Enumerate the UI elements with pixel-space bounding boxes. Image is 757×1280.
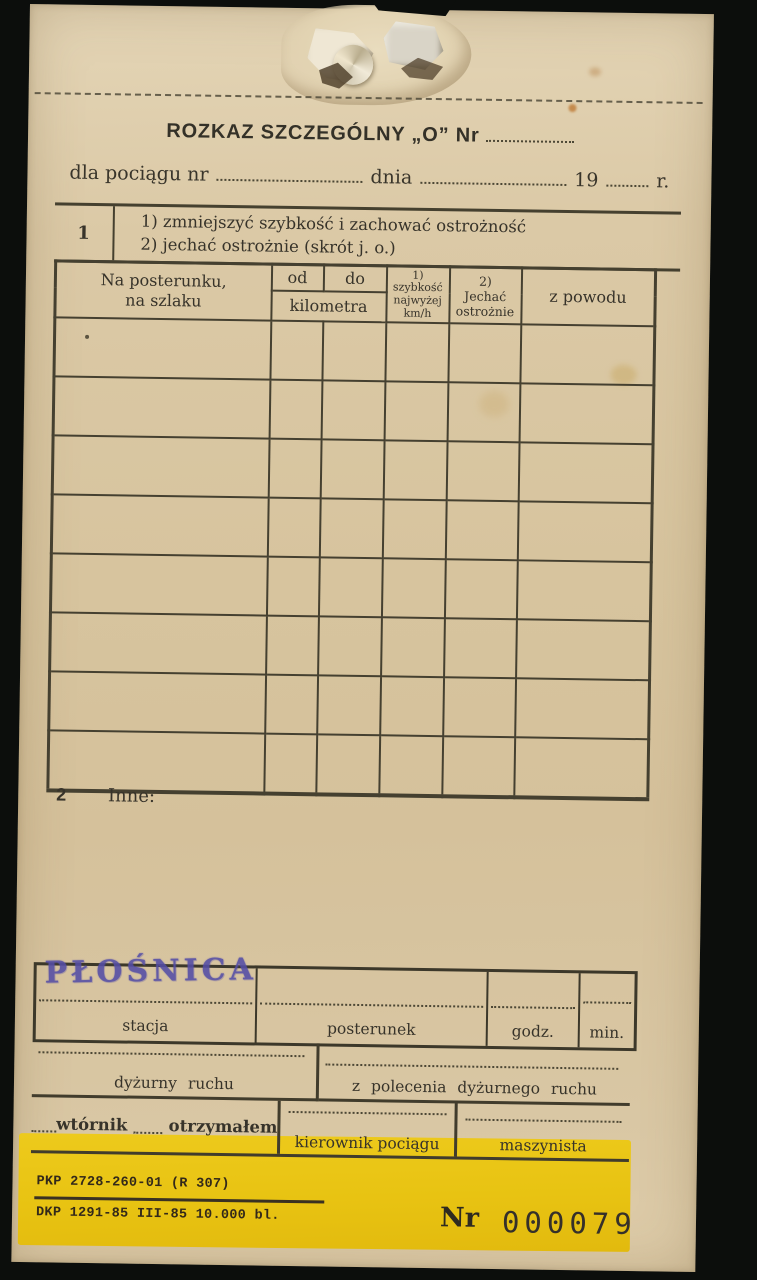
table-cell-empty bbox=[383, 440, 447, 500]
table-cell-empty bbox=[264, 734, 317, 795]
table-cell-empty bbox=[267, 498, 320, 558]
year-prefix: 19 bbox=[574, 169, 599, 192]
table-cell-empty bbox=[381, 558, 445, 618]
table-row bbox=[49, 671, 650, 739]
paper-stain bbox=[589, 67, 601, 76]
table-cell-empty bbox=[52, 435, 269, 497]
minute-label: min. bbox=[589, 1023, 625, 1042]
hour-fill-in bbox=[491, 1006, 575, 1009]
duplicate-label: wtórnik bbox=[56, 1114, 128, 1135]
table-cell-empty bbox=[319, 498, 383, 558]
year-fill-in bbox=[606, 169, 648, 188]
table-cell-empty bbox=[519, 383, 654, 444]
received-label: otrzymałem bbox=[168, 1116, 278, 1137]
header-reason: z powodu bbox=[521, 268, 656, 326]
train-number-label: dla pociągu nr bbox=[69, 161, 209, 186]
conductor-label: kierownik pociągu bbox=[294, 1133, 440, 1154]
torn-paper-hole bbox=[281, 4, 472, 107]
table-row bbox=[53, 376, 654, 444]
form-title bbox=[28, 116, 712, 151]
station-stamp: PŁOŚNICA bbox=[44, 952, 258, 991]
crew-signature-row bbox=[31, 1097, 630, 1162]
post-label: posterunek bbox=[326, 1019, 416, 1039]
section-1-number: 1 bbox=[77, 222, 91, 244]
table-cell-empty bbox=[268, 439, 321, 499]
header-drive-carefully: 2) Jechać ostrożnie bbox=[449, 267, 522, 325]
table-cell-empty bbox=[517, 501, 652, 562]
date-label: dnia bbox=[370, 166, 413, 189]
dispatcher-label: dyżurny ruchu bbox=[113, 1073, 235, 1094]
order-table-body bbox=[48, 317, 655, 799]
dispatcher-cell bbox=[32, 1039, 320, 1101]
header-location: Na posterunku, na szlaku bbox=[55, 261, 272, 321]
table-cell-empty bbox=[320, 439, 384, 499]
on-behalf-fill-in bbox=[325, 1063, 618, 1069]
table-cell-empty bbox=[380, 676, 444, 736]
section-2-label: Inne: bbox=[107, 785, 156, 807]
table-cell-empty bbox=[49, 671, 266, 733]
table-cell-empty bbox=[515, 678, 650, 739]
section-1-text bbox=[112, 206, 681, 268]
dispatcher-fill-in bbox=[38, 1051, 304, 1057]
section-1-line-1: 1) zmniejszyć szybkość i zachować ostrożność bbox=[140, 211, 527, 237]
form-code-line-1: PKP 2728-260-01 (R 307) bbox=[36, 1174, 230, 1193]
year-suffix: r. bbox=[656, 170, 670, 193]
table-cell-empty bbox=[318, 557, 382, 617]
table-cell-empty bbox=[50, 553, 267, 615]
driver-label: maszynista bbox=[499, 1136, 587, 1156]
table-cell-empty bbox=[444, 618, 517, 678]
header-max-speed: 1) szybkość najwyżej km/h bbox=[386, 266, 450, 323]
table-cell-empty bbox=[51, 494, 268, 556]
table-cell-empty bbox=[384, 381, 448, 441]
table-cell-empty bbox=[53, 376, 270, 438]
minute-cell bbox=[578, 973, 635, 1048]
table-cell-empty bbox=[321, 380, 385, 440]
table-cell-empty bbox=[270, 321, 323, 381]
hour-cell bbox=[486, 972, 579, 1047]
duplicate-fill-in-2 bbox=[133, 1117, 162, 1133]
driver-fill-in bbox=[465, 1119, 621, 1123]
table-cell-empty bbox=[444, 559, 517, 619]
table-row bbox=[50, 553, 651, 621]
date-fill-in bbox=[420, 166, 566, 186]
table-cell-empty bbox=[265, 675, 318, 735]
table-cell-empty bbox=[54, 317, 271, 379]
header-to: do bbox=[323, 265, 386, 292]
table-row bbox=[52, 435, 653, 503]
on-behalf-cell bbox=[319, 1043, 631, 1106]
serial-number-value: 000079 bbox=[501, 1205, 637, 1242]
table-cell-empty bbox=[448, 323, 521, 383]
table-cell-empty bbox=[443, 677, 516, 737]
section-2-number: 2 bbox=[56, 784, 67, 805]
section-1-line-2: 2) jechać ostrożnie (skrót j. o.) bbox=[140, 234, 396, 258]
table-cell-empty bbox=[518, 442, 653, 503]
table-cell-empty bbox=[445, 500, 518, 560]
table-cell-empty bbox=[317, 675, 381, 735]
table-cell-empty bbox=[266, 557, 319, 617]
conductor-fill-in bbox=[289, 1111, 447, 1115]
table-cell-empty bbox=[379, 735, 443, 796]
table-cell-empty bbox=[50, 612, 267, 674]
table-cell-empty bbox=[520, 324, 655, 385]
post-fill-in bbox=[260, 1003, 483, 1008]
conductor-cell bbox=[277, 1101, 455, 1157]
station-label: stacja bbox=[122, 1016, 169, 1036]
table-cell-empty bbox=[381, 617, 445, 677]
section-2 bbox=[56, 784, 155, 806]
order-table bbox=[46, 259, 657, 801]
table-cell-empty bbox=[382, 499, 446, 559]
table-cell-empty bbox=[447, 382, 520, 442]
table-cell-empty bbox=[442, 736, 515, 797]
table-row bbox=[50, 612, 651, 680]
minute-fill-in bbox=[583, 1001, 631, 1004]
form-title-text: ROZKAZ SZCZEGÓLNY „O” Nr bbox=[166, 120, 480, 147]
header-from: od bbox=[271, 264, 323, 291]
table-cell-empty bbox=[318, 616, 382, 676]
table-cell-empty bbox=[385, 322, 449, 382]
paper-stain bbox=[568, 104, 576, 112]
serial-number-label: Nr bbox=[439, 1202, 480, 1234]
table-cell-empty bbox=[316, 734, 380, 795]
on-behalf-label: z polecenia dyżurnego ruchu bbox=[351, 1076, 598, 1099]
order-table-header bbox=[55, 261, 656, 326]
table-cell-empty bbox=[516, 619, 651, 680]
dispatcher-signature-row bbox=[32, 1039, 631, 1106]
post-cell bbox=[255, 968, 487, 1045]
table-row bbox=[54, 317, 655, 385]
train-and-date-line bbox=[69, 161, 669, 193]
table-row bbox=[51, 494, 652, 562]
station-fill-in bbox=[39, 999, 252, 1004]
table-cell-empty bbox=[322, 321, 386, 381]
hour-label: godz. bbox=[511, 1022, 555, 1041]
paper-sheet bbox=[11, 4, 714, 1272]
table-cell-empty bbox=[266, 616, 319, 676]
title-fill-in-line bbox=[486, 123, 574, 143]
table-cell-empty bbox=[516, 560, 651, 621]
driver-cell bbox=[454, 1103, 630, 1159]
duplicate-fill-in bbox=[31, 1116, 56, 1132]
header-kilometre: kilometra bbox=[271, 291, 386, 323]
duplicate-received-cell bbox=[31, 1097, 278, 1154]
train-number-fill-in bbox=[216, 163, 362, 183]
table-cell-empty bbox=[446, 441, 519, 501]
table-cell-empty bbox=[514, 737, 649, 799]
table-cell-empty bbox=[269, 380, 322, 440]
form-code-line-2: DKP 1291-85 III-85 10.000 bl. bbox=[35, 1205, 280, 1224]
